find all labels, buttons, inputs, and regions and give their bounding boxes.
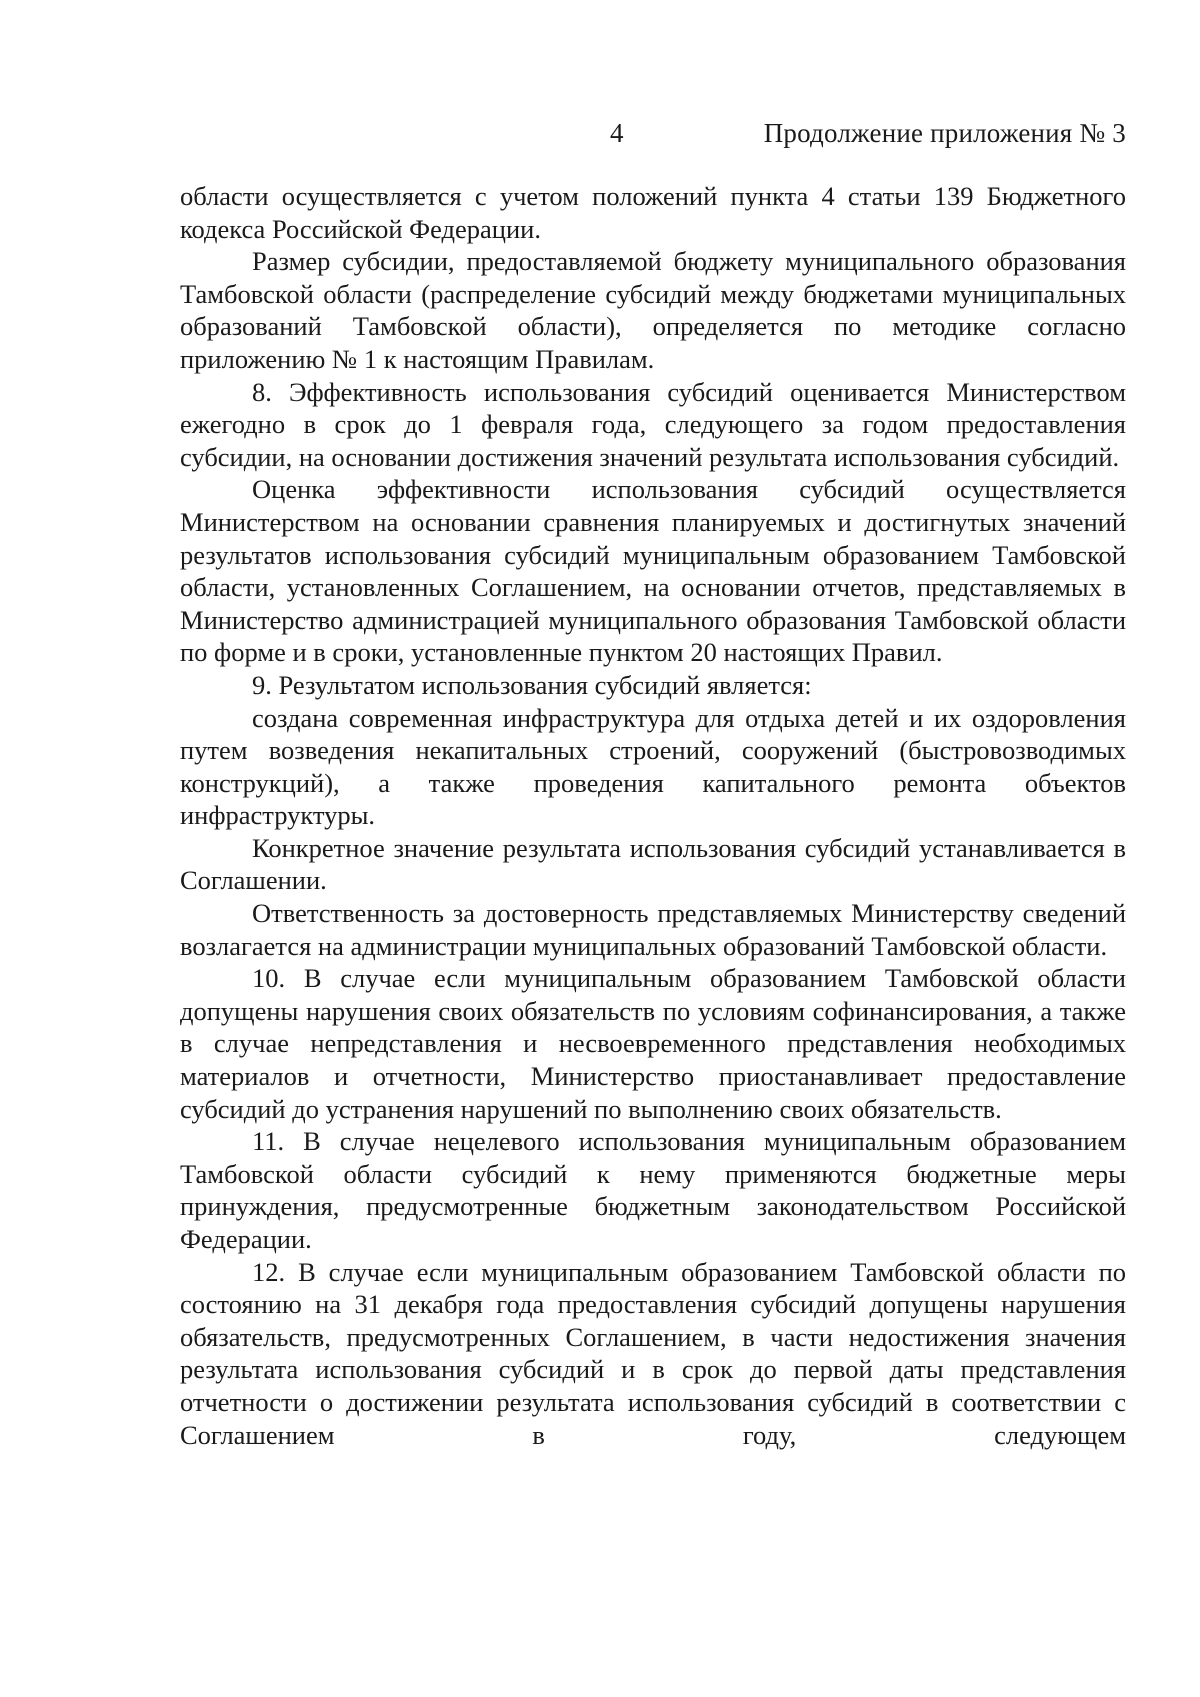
paragraph: создана современная инфраструктура для отдыха детей и их оздоровления путем возведения некапитальных строений, сооружений (быстровозводимых конструкций), а также проведения капитального ремонта объектов инфраструктуры.: [180, 702, 1126, 831]
paragraph: области осуществляется с учетом положений пункта 4 статьи 139 Бюджетного кодекса Российской Федерации.: [180, 181, 1126, 244]
page-header: [180, 118, 1126, 158]
paragraph: Ответственность за достоверность представляемых Министерству сведений возлагается на администрации муниципальных образований Тамбовской области.: [180, 898, 1126, 961]
paragraph: 10. В случае если муниципальным образованием Тамбовской области допущены нарушения своих обязательств по условиям софинансирования, а также в случае непредставления и несвоевременного представления необходимых материалов и отчетности, Министерство приостанавливает предоставление субсидий до устранения нарушений по выполнению своих обязательств.: [180, 963, 1126, 1124]
paragraph: 11. В случае нецелевого использования муниципальным образованием Тамбовской области субсидий к нему применяются бюджетные меры принуждения, предусмотренные бюджетным законодательством Российской Федерации.: [180, 1126, 1126, 1254]
paragraph: 12. В случае если муниципальным образованием Тамбовской области по состоянию на 31 декабря года предоставления субсидий допущены нарушения обязательств, предусмотренных Соглашением, в части недостижения значения результата использования субсидий и в срок до первой даты представления отчетности о достижении результата использования субсидий в соответствии с Соглашением в году, следующем: [180, 1256, 1126, 1450]
appendix-continuation-title: Продолжение приложения № 3: [763, 118, 1126, 148]
paragraph: Оценка эффективности использования субсидий осуществляется Министерством на основании сравнения планируемых и достигнутых значений результатов использования субсидий муниципальным образованием Тамбовской области, установленных Соглашением, на основании отчетов, представляемых в Министерство администрацией муниципального образования Тамбовской области по форме и в сроки, установленные пунктом 20 настоящих Правил.: [180, 474, 1126, 668]
paragraph: Размер субсидии, предоставляемой бюджету муниципального образования Тамбовской области (распределение субсидий между бюджетами муниципальных образований Тамбовской области), определяется по методике согласно приложению № 1 к настоящим Правилам.: [180, 246, 1126, 374]
page-number: 4: [610, 118, 624, 148]
paragraph: Конкретное значение результата использования субсидий устанавливается в Соглашении.: [180, 832, 1126, 896]
document-body: [180, 180, 1126, 1451]
paragraph: 9. Результатом использования субсидий является:: [252, 669, 812, 700]
paragraph: 8. Эффективность использования субсидий оценивается Министерством ежегодно в срок до 1 февраля года, следующего за годом предоставления субсидии, на основании достижения значений результата использования субсидий.: [180, 376, 1126, 472]
